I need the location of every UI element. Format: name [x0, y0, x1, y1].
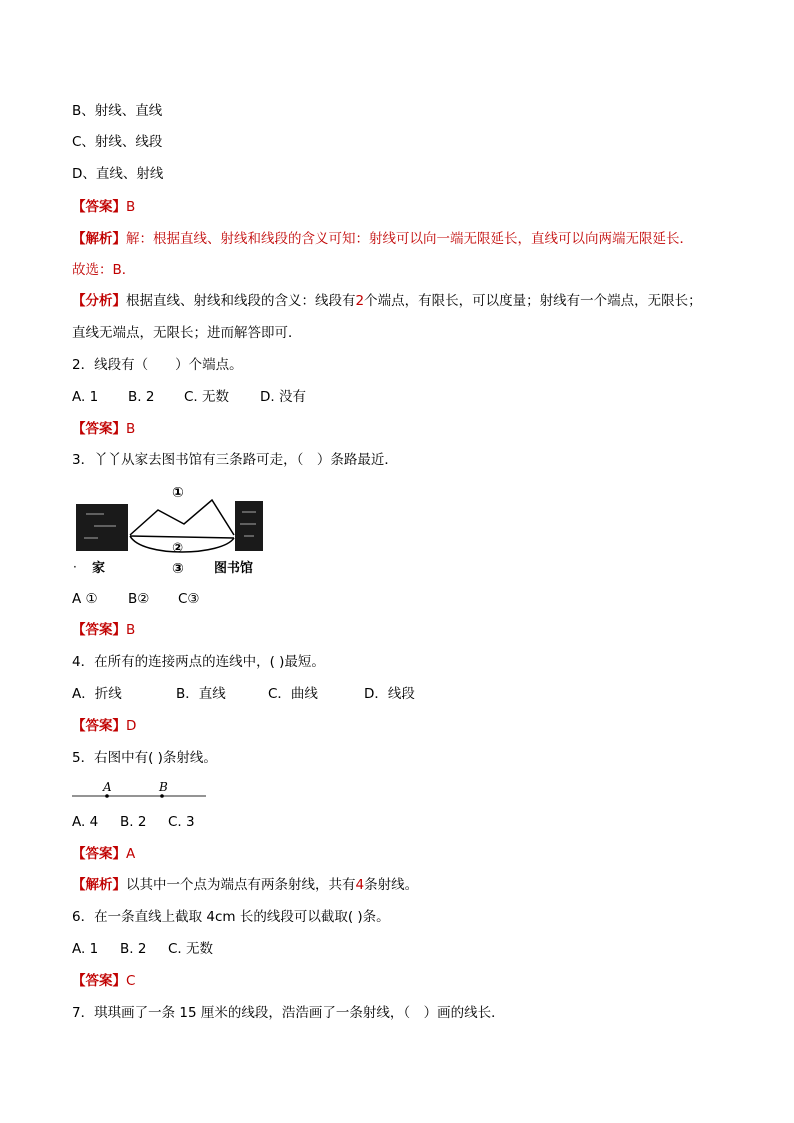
q5-options	[72, 813, 195, 831]
answer-tag: 【答案】	[72, 421, 126, 437]
route-map-figure	[72, 480, 284, 580]
q1-option-b: B、射线、直线	[72, 103, 163, 119]
answer-tag: 【答案】	[72, 718, 126, 734]
q4-option-c: C．曲线	[268, 686, 318, 702]
home-label: 家	[92, 561, 106, 576]
analysis-text: 解：根据直线、射线和线段的含义可知：射线可以向一端无限延长，直线可以向两端无限延长．	[126, 231, 693, 247]
q1-fenxi-line2: 直线无端点，无限长；进而解答即可．	[72, 325, 302, 341]
answer-tag: 【答案】	[72, 199, 126, 215]
q6-question: 6．在一条直线上截取 4cm 长的线段可以截取( )条。	[72, 909, 390, 925]
q2-question: 2．线段有（ ）个端点。	[72, 357, 243, 373]
q6-option-a: A. 1	[72, 941, 99, 957]
q3-options	[72, 590, 200, 608]
library-label: 图书馆	[214, 561, 254, 576]
q4-options	[72, 685, 415, 703]
q1-analysis	[72, 230, 693, 248]
q4-question: 4．在所有的连接两点的连线中，( )最短。	[72, 654, 325, 670]
analysis-tag: 【解析】	[72, 231, 126, 247]
answer-value: A	[126, 846, 136, 862]
fenxi-tag: 【分析】	[72, 293, 126, 309]
q6-option-c: C. 无数	[168, 941, 214, 957]
point-b-label: B	[159, 780, 168, 794]
q3-option-c: C③	[178, 591, 200, 607]
q5-option-c: C. 3	[168, 814, 195, 830]
answer-tag: 【答案】	[72, 622, 126, 638]
q2-answer	[72, 420, 135, 438]
q2-option-c: C. 无数	[184, 389, 230, 405]
point-b-dot	[160, 794, 164, 798]
answer-value: C	[126, 973, 136, 989]
analysis-num: 4	[355, 877, 365, 893]
q7-question: 7．琪琪画了一条 15 厘米的线段，浩浩画了一条射线，（ ）画的线长．	[72, 1005, 505, 1021]
fenxi-text-a: 根据直线、射线和线段的含义：线段有	[126, 293, 356, 309]
q3-question: 3．丫丫从家去图书馆有三条路可走，（ ）条路最近．	[72, 452, 398, 468]
q4-answer	[72, 717, 136, 735]
home-building-icon	[76, 504, 128, 551]
route-3-label: ③	[172, 561, 184, 577]
analysis-text-b: 条射线。	[364, 877, 419, 893]
route-1-label: ①	[172, 485, 184, 501]
q1-option-c: C、射线、线段	[72, 134, 163, 150]
q5-option-a: A. 4	[72, 814, 99, 830]
q1-answer	[72, 198, 135, 216]
answer-value: D	[126, 718, 137, 734]
fenxi-text-b: 个端点，有限长，可以度量；射线有一个端点，无限长；	[364, 293, 702, 309]
library-building-icon	[235, 501, 263, 551]
q6-options	[72, 940, 213, 958]
q2-option-d: D. 没有	[260, 389, 306, 405]
q4-option-b: B．直线	[176, 686, 226, 702]
route-2-label: ②	[172, 541, 184, 556]
answer-value: B	[126, 421, 136, 437]
answer-value: B	[126, 622, 136, 638]
q5-answer	[72, 845, 135, 863]
q1-fenxi	[72, 292, 702, 310]
answer-tag: 【答案】	[72, 973, 126, 989]
q2-option-a: A. 1	[72, 389, 99, 405]
q4-option-d: D．线段	[364, 686, 415, 702]
q2-option-b: B. 2	[128, 389, 155, 405]
answer-tag: 【答案】	[72, 846, 126, 862]
q3-option-a: A ①	[72, 591, 98, 607]
route-1-path	[130, 500, 234, 535]
point-a-label: A	[103, 780, 112, 794]
q1-option-d: D、直线、射线	[72, 166, 164, 182]
q2-options	[72, 388, 306, 406]
analysis-tag: 【解析】	[72, 877, 126, 893]
route-2-path	[130, 536, 234, 538]
analysis-text-a: 以其中一个点为端点有两条射线，共有	[126, 877, 356, 893]
answer-value: B	[126, 199, 136, 215]
q3-option-b: B②	[128, 591, 150, 607]
q4-option-a: A．折线	[72, 686, 122, 702]
q5-option-b: B. 2	[120, 814, 147, 830]
q5-analysis	[72, 876, 418, 894]
q6-answer	[72, 972, 135, 990]
q6-option-b: B. 2	[120, 941, 147, 957]
q1-analysis-cont: 故选：B．	[72, 262, 136, 278]
q5-question: 5．右图中有( )条射线。	[72, 750, 217, 766]
fenxi-num: 2	[355, 293, 365, 309]
stray-dot: ·	[73, 560, 77, 574]
ray-figure	[72, 778, 210, 800]
point-a-dot	[105, 794, 109, 798]
q3-answer	[72, 621, 135, 639]
